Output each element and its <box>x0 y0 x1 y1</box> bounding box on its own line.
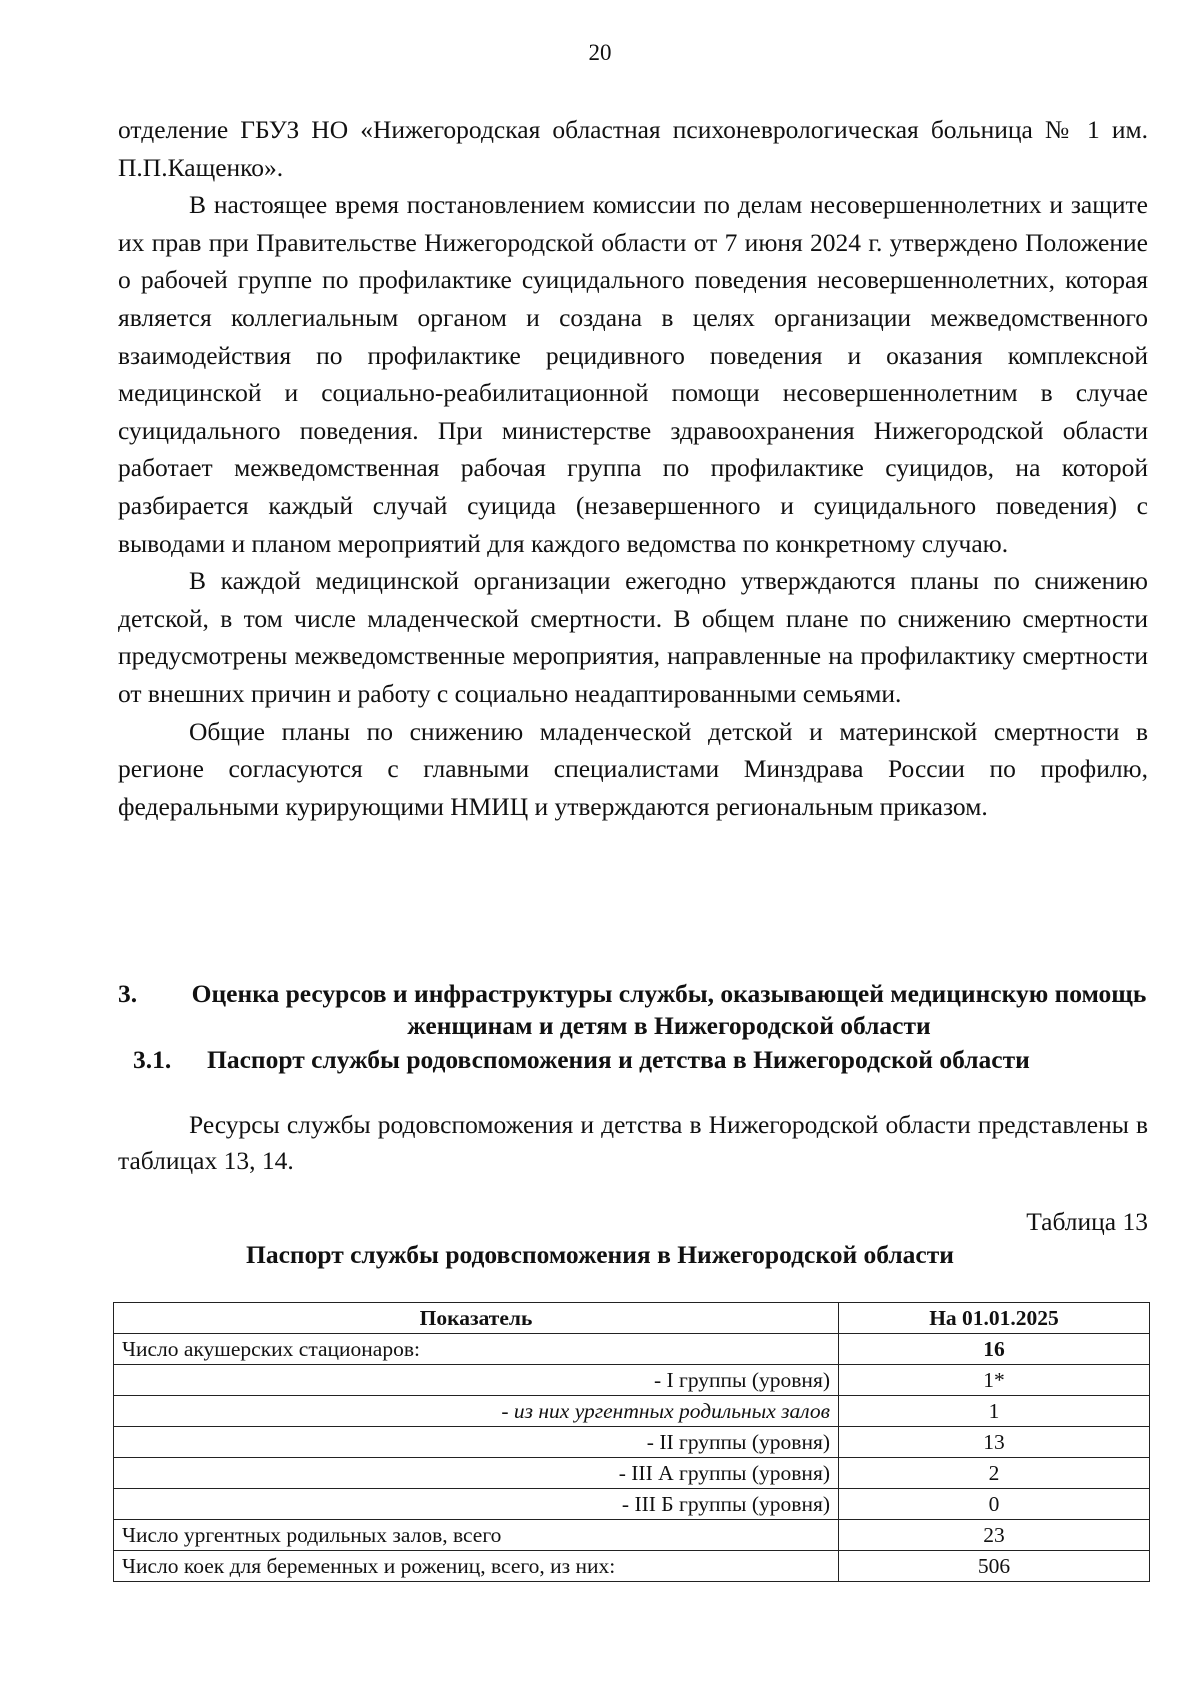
section-3-title: Оценка ресурсов и инфраструктуры службы, оказывающей медицинскую помощь женщинам и детям в Нижегородской области <box>191 979 1147 1040</box>
section-3-number: 3. <box>118 979 138 1008</box>
value-cell: 1 <box>839 1396 1150 1427</box>
paragraph: В настоящее время постановлением комиссии по делам несовершеннолетних и защите их прав при Правительстве Нижегородской области от 7 июня 2024 г. утверждено Положение о рабочей группе по профилактике суицидального поведения несовершеннолетних, которая является коллегиальным органом и создана в целях организации межведомственного взаимодействия по профилактике рецидивного поведения и оказания комплексной медицинской и социально-реабилитационной помощи несовершеннолетним в случае суицидального поведения. При министерстве здравоохранения Нижегородской области работает межведомственная рабочая группа по профилактике суицидов, на которой разбирается каждый случай суицида (незавершенного и суицидального поведения) с выводами и планом мероприятий для каждого ведомства по конкретному случаю. <box>118 190 1148 558</box>
value-cell: 23 <box>839 1520 1150 1551</box>
intro-text <box>118 1107 1148 1179</box>
section-3-1-heading <box>118 1044 1148 1076</box>
paragraph: отделение ГБУЗ НО «Нижегородская областная психоневрологическая больница № 1 им. П.П.Кащенко». <box>118 115 1148 182</box>
section-3-1-number: 3.1. <box>133 1045 172 1074</box>
indicator-cell: - из них ургентных родильных залов <box>114 1396 839 1427</box>
table-row <box>114 1365 1150 1396</box>
table-title: Паспорт службы родовспоможения в Нижегородской области <box>246 1240 954 1269</box>
section-3-heading <box>118 978 1148 1042</box>
table-row <box>114 1489 1150 1520</box>
value-cell: 16 <box>839 1334 1150 1365</box>
section-headings <box>118 978 1148 1076</box>
header-date: На 01.01.2025 <box>839 1303 1150 1334</box>
value-cell: 0 <box>839 1489 1150 1520</box>
paragraph: Общие планы по снижению младенческой детской и материнской смертности в регионе согласуются с главными специалистами Минздрава России по профилю, федеральными курирующими НМИЦ и утверждаются региональным приказом. <box>118 716 1148 821</box>
table-label: Таблица 13 <box>1026 1207 1148 1236</box>
table-row <box>114 1334 1150 1365</box>
indicator-cell: - I группы (уровня) <box>114 1365 839 1396</box>
indicator-cell: - III А группы (уровня) <box>114 1458 839 1489</box>
intro-paragraph: Ресурсы службы родовспоможения и детства в Нижегородской области представлены в таблицах 13, 14. <box>118 1110 1148 1175</box>
value-cell: 506 <box>839 1551 1150 1582</box>
table-header-row <box>114 1303 1150 1334</box>
paragraph: В каждой медицинской организации ежегодно утверждаются планы по снижению детской, в том числе младенческой смертности. В общем плане по снижению смертности предусмотрены межведомственные мероприятия, направленные на профилактику смертности от внешних причин и работу с социально неадаптированными семьями. <box>118 566 1148 708</box>
indicator-cell: Число ургентных родильных залов, всего <box>114 1520 839 1551</box>
indicator-cell: - III Б группы (уровня) <box>114 1489 839 1520</box>
indicator-cell: - II группы (уровня) <box>114 1427 839 1458</box>
value-cell: 1* <box>839 1365 1150 1396</box>
table-row <box>114 1520 1150 1551</box>
value-cell: 2 <box>839 1458 1150 1489</box>
value-cell: 13 <box>839 1427 1150 1458</box>
table-row <box>114 1396 1150 1427</box>
indicator-cell: Число коек для беременных и рожениц, всего, из них: <box>114 1551 839 1582</box>
indicator-cell: Число акушерских стационаров: <box>114 1334 839 1365</box>
section-3-1-title: Паспорт службы родовспоможения и детства в Нижегородской области <box>207 1045 1030 1074</box>
table-row <box>114 1427 1150 1458</box>
table-row <box>114 1551 1150 1582</box>
body-text <box>118 111 1148 825</box>
table-row <box>114 1458 1150 1489</box>
header-indicator: Показатель <box>114 1303 839 1334</box>
passport-table <box>113 1302 1150 1582</box>
page-number: 20 <box>588 40 612 65</box>
